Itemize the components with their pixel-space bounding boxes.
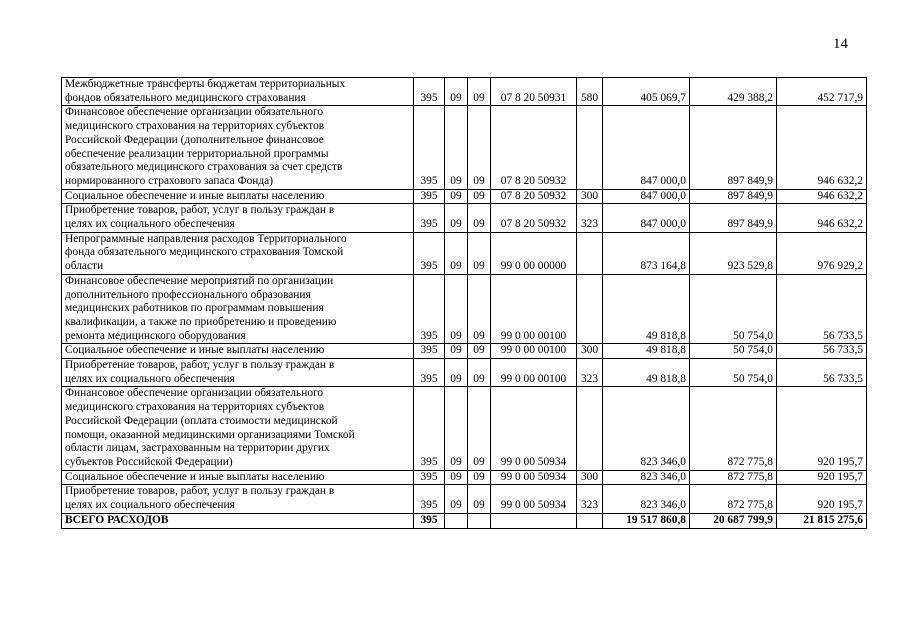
amount-year-1: 847 000,0 [603, 106, 690, 189]
admin-code: 395 [414, 359, 445, 387]
table-row [62, 232, 867, 274]
admin-code: 395 [414, 204, 445, 232]
item-name: ВСЕГО РАСХОДОВ [62, 513, 414, 528]
subsection-code: 09 [468, 485, 491, 513]
section-code: 09 [445, 274, 468, 344]
amount-year-1: 847 000,0 [603, 204, 690, 232]
admin-code: 395 [414, 344, 445, 359]
item-name: Социальное обеспечение и иные выплаты населению [62, 470, 414, 485]
subsection-code: 09 [468, 106, 491, 189]
target-article-code: 99 0 00 50934 [491, 387, 577, 470]
target-article-code: 07 8 20 50932 [491, 204, 577, 232]
subsection-code: 09 [468, 274, 491, 344]
expense-type-code [577, 106, 603, 189]
amount-year-3: 920 195,7 [777, 485, 867, 513]
section-code: 09 [445, 485, 468, 513]
table-row [62, 204, 867, 232]
expense-type-code: 323 [577, 485, 603, 513]
amount-year-2: 872 775,8 [690, 485, 777, 513]
amount-year-1: 19 517 860,8 [603, 513, 690, 528]
expense-type-code [577, 513, 603, 528]
subsection-code: 09 [468, 189, 491, 204]
amount-year-2: 50 754,0 [690, 344, 777, 359]
amount-year-2: 872 775,8 [690, 387, 777, 470]
target-article-code: 99 0 00 00000 [491, 232, 577, 274]
expenditure-table [61, 77, 867, 529]
item-name: Финансовое обеспечение мероприятий по организации дополнительного профессионального образования медицинских работников по программам повышения квалификации, а также по приобретению и проведению ремонта медицинского оборудования [62, 274, 414, 344]
amount-year-1: 823 346,0 [603, 485, 690, 513]
amount-year-2: 897 849,9 [690, 106, 777, 189]
target-article-code: 99 0 00 00100 [491, 274, 577, 344]
subsection-code: 09 [468, 232, 491, 274]
admin-code: 395 [414, 232, 445, 274]
amount-year-2: 872 775,8 [690, 470, 777, 485]
amount-year-3: 920 195,7 [777, 470, 867, 485]
item-name: Финансовое обеспечение организации обязательного медицинского страхования на территориях субъектов Российской Федерации (оплата стоимости медицинской помощи, оказанной медицинскими организациями Томской области лицам, застрахованным на территории других субъектов Российской Федерации) [62, 387, 414, 470]
table-row [62, 485, 867, 513]
admin-code: 395 [414, 189, 445, 204]
section-code: 09 [445, 232, 468, 274]
table-row [62, 387, 867, 470]
page-number: 14 [833, 36, 848, 52]
section-code: 09 [445, 106, 468, 189]
amount-year-2: 923 529,8 [690, 232, 777, 274]
amount-year-3: 920 195,7 [777, 387, 867, 470]
amount-year-2: 897 849,9 [690, 204, 777, 232]
target-article-code: 99 0 00 50934 [491, 470, 577, 485]
amount-year-1: 823 346,0 [603, 387, 690, 470]
amount-year-2: 50 754,0 [690, 359, 777, 387]
amount-year-1: 49 818,8 [603, 344, 690, 359]
item-name: Приобретение товаров, работ, услуг в пользу граждан в целях их социального обеспечения [62, 204, 414, 232]
total-row [62, 513, 867, 528]
amount-year-3: 56 733,5 [777, 359, 867, 387]
subsection-code: 09 [468, 359, 491, 387]
target-article-code [491, 513, 577, 528]
item-name: Приобретение товаров, работ, услуг в пользу граждан в целях их социального обеспечения [62, 485, 414, 513]
amount-year-3: 56 733,5 [777, 344, 867, 359]
table-row [62, 359, 867, 387]
item-name: Непрограммные направления расходов Территориального фонда обязательного медицинского страхования Томской области [62, 232, 414, 274]
amount-year-3: 976 929,2 [777, 232, 867, 274]
table-row [62, 106, 867, 189]
section-code: 09 [445, 204, 468, 232]
amount-year-3: 946 632,2 [777, 106, 867, 189]
amount-year-3: 946 632,2 [777, 204, 867, 232]
table-row [62, 344, 867, 359]
amount-year-2: 897 849,9 [690, 189, 777, 204]
amount-year-1: 49 818,8 [603, 359, 690, 387]
amount-year-3: 452 717,9 [777, 78, 867, 106]
subsection-code: 09 [468, 204, 491, 232]
amount-year-1: 405 069,7 [603, 78, 690, 106]
amount-year-2: 20 687 799,9 [690, 513, 777, 528]
target-article-code: 07 8 20 50932 [491, 189, 577, 204]
target-article-code: 99 0 00 50934 [491, 485, 577, 513]
section-code: 09 [445, 344, 468, 359]
section-code: 09 [445, 387, 468, 470]
amount-year-3: 21 815 275,6 [777, 513, 867, 528]
expense-type-code: 300 [577, 344, 603, 359]
table-row [62, 470, 867, 485]
expense-type-code [577, 387, 603, 470]
item-name: Финансовое обеспечение организации обязательного медицинского страхования на территориях субъектов Российской Федерации (дополнительное финансовое обеспечение реализации территориальной программы обязательного медицинского страхования за счет средств нормированного страхового запаса Фонда) [62, 106, 414, 189]
admin-code: 395 [414, 387, 445, 470]
item-name: Социальное обеспечение и иные выплаты населению [62, 189, 414, 204]
table-row [62, 274, 867, 344]
item-name: Межбюджетные трансферты бюджетам территориальных фондов обязательного медицинского страхования [62, 78, 414, 106]
target-article-code: 99 0 00 00100 [491, 344, 577, 359]
admin-code: 395 [414, 470, 445, 485]
amount-year-1: 873 164,8 [603, 232, 690, 274]
expense-type-code [577, 274, 603, 344]
amount-year-1: 823 346,0 [603, 470, 690, 485]
expense-type-code: 580 [577, 78, 603, 106]
item-name: Социальное обеспечение и иные выплаты населению [62, 344, 414, 359]
expense-type-code [577, 232, 603, 274]
target-article-code: 07 8 20 50931 [491, 78, 577, 106]
section-code: 09 [445, 189, 468, 204]
admin-code: 395 [414, 274, 445, 344]
expense-type-code: 323 [577, 204, 603, 232]
section-code: 09 [445, 78, 468, 106]
subsection-code: 09 [468, 470, 491, 485]
section-code: 09 [445, 359, 468, 387]
amount-year-3: 56 733,5 [777, 274, 867, 344]
amount-year-2: 429 388,2 [690, 78, 777, 106]
amount-year-1: 847 000,0 [603, 189, 690, 204]
admin-code: 395 [414, 106, 445, 189]
amount-year-3: 946 632,2 [777, 189, 867, 204]
item-name: Приобретение товаров, работ, услуг в пользу граждан в целях их социального обеспечения [62, 359, 414, 387]
section-code: 09 [445, 470, 468, 485]
subsection-code: 09 [468, 387, 491, 470]
admin-code: 395 [414, 485, 445, 513]
admin-code: 395 [414, 513, 445, 528]
target-article-code: 07 8 20 50932 [491, 106, 577, 189]
table-row [62, 189, 867, 204]
table-row [62, 78, 867, 106]
subsection-code [468, 513, 491, 528]
section-code [445, 513, 468, 528]
expense-type-code: 323 [577, 359, 603, 387]
expense-type-code: 300 [577, 470, 603, 485]
subsection-code: 09 [468, 344, 491, 359]
subsection-code: 09 [468, 78, 491, 106]
expense-type-code: 300 [577, 189, 603, 204]
target-article-code: 99 0 00 00100 [491, 359, 577, 387]
admin-code: 395 [414, 78, 445, 106]
amount-year-2: 50 754,0 [690, 274, 777, 344]
amount-year-1: 49 818,8 [603, 274, 690, 344]
